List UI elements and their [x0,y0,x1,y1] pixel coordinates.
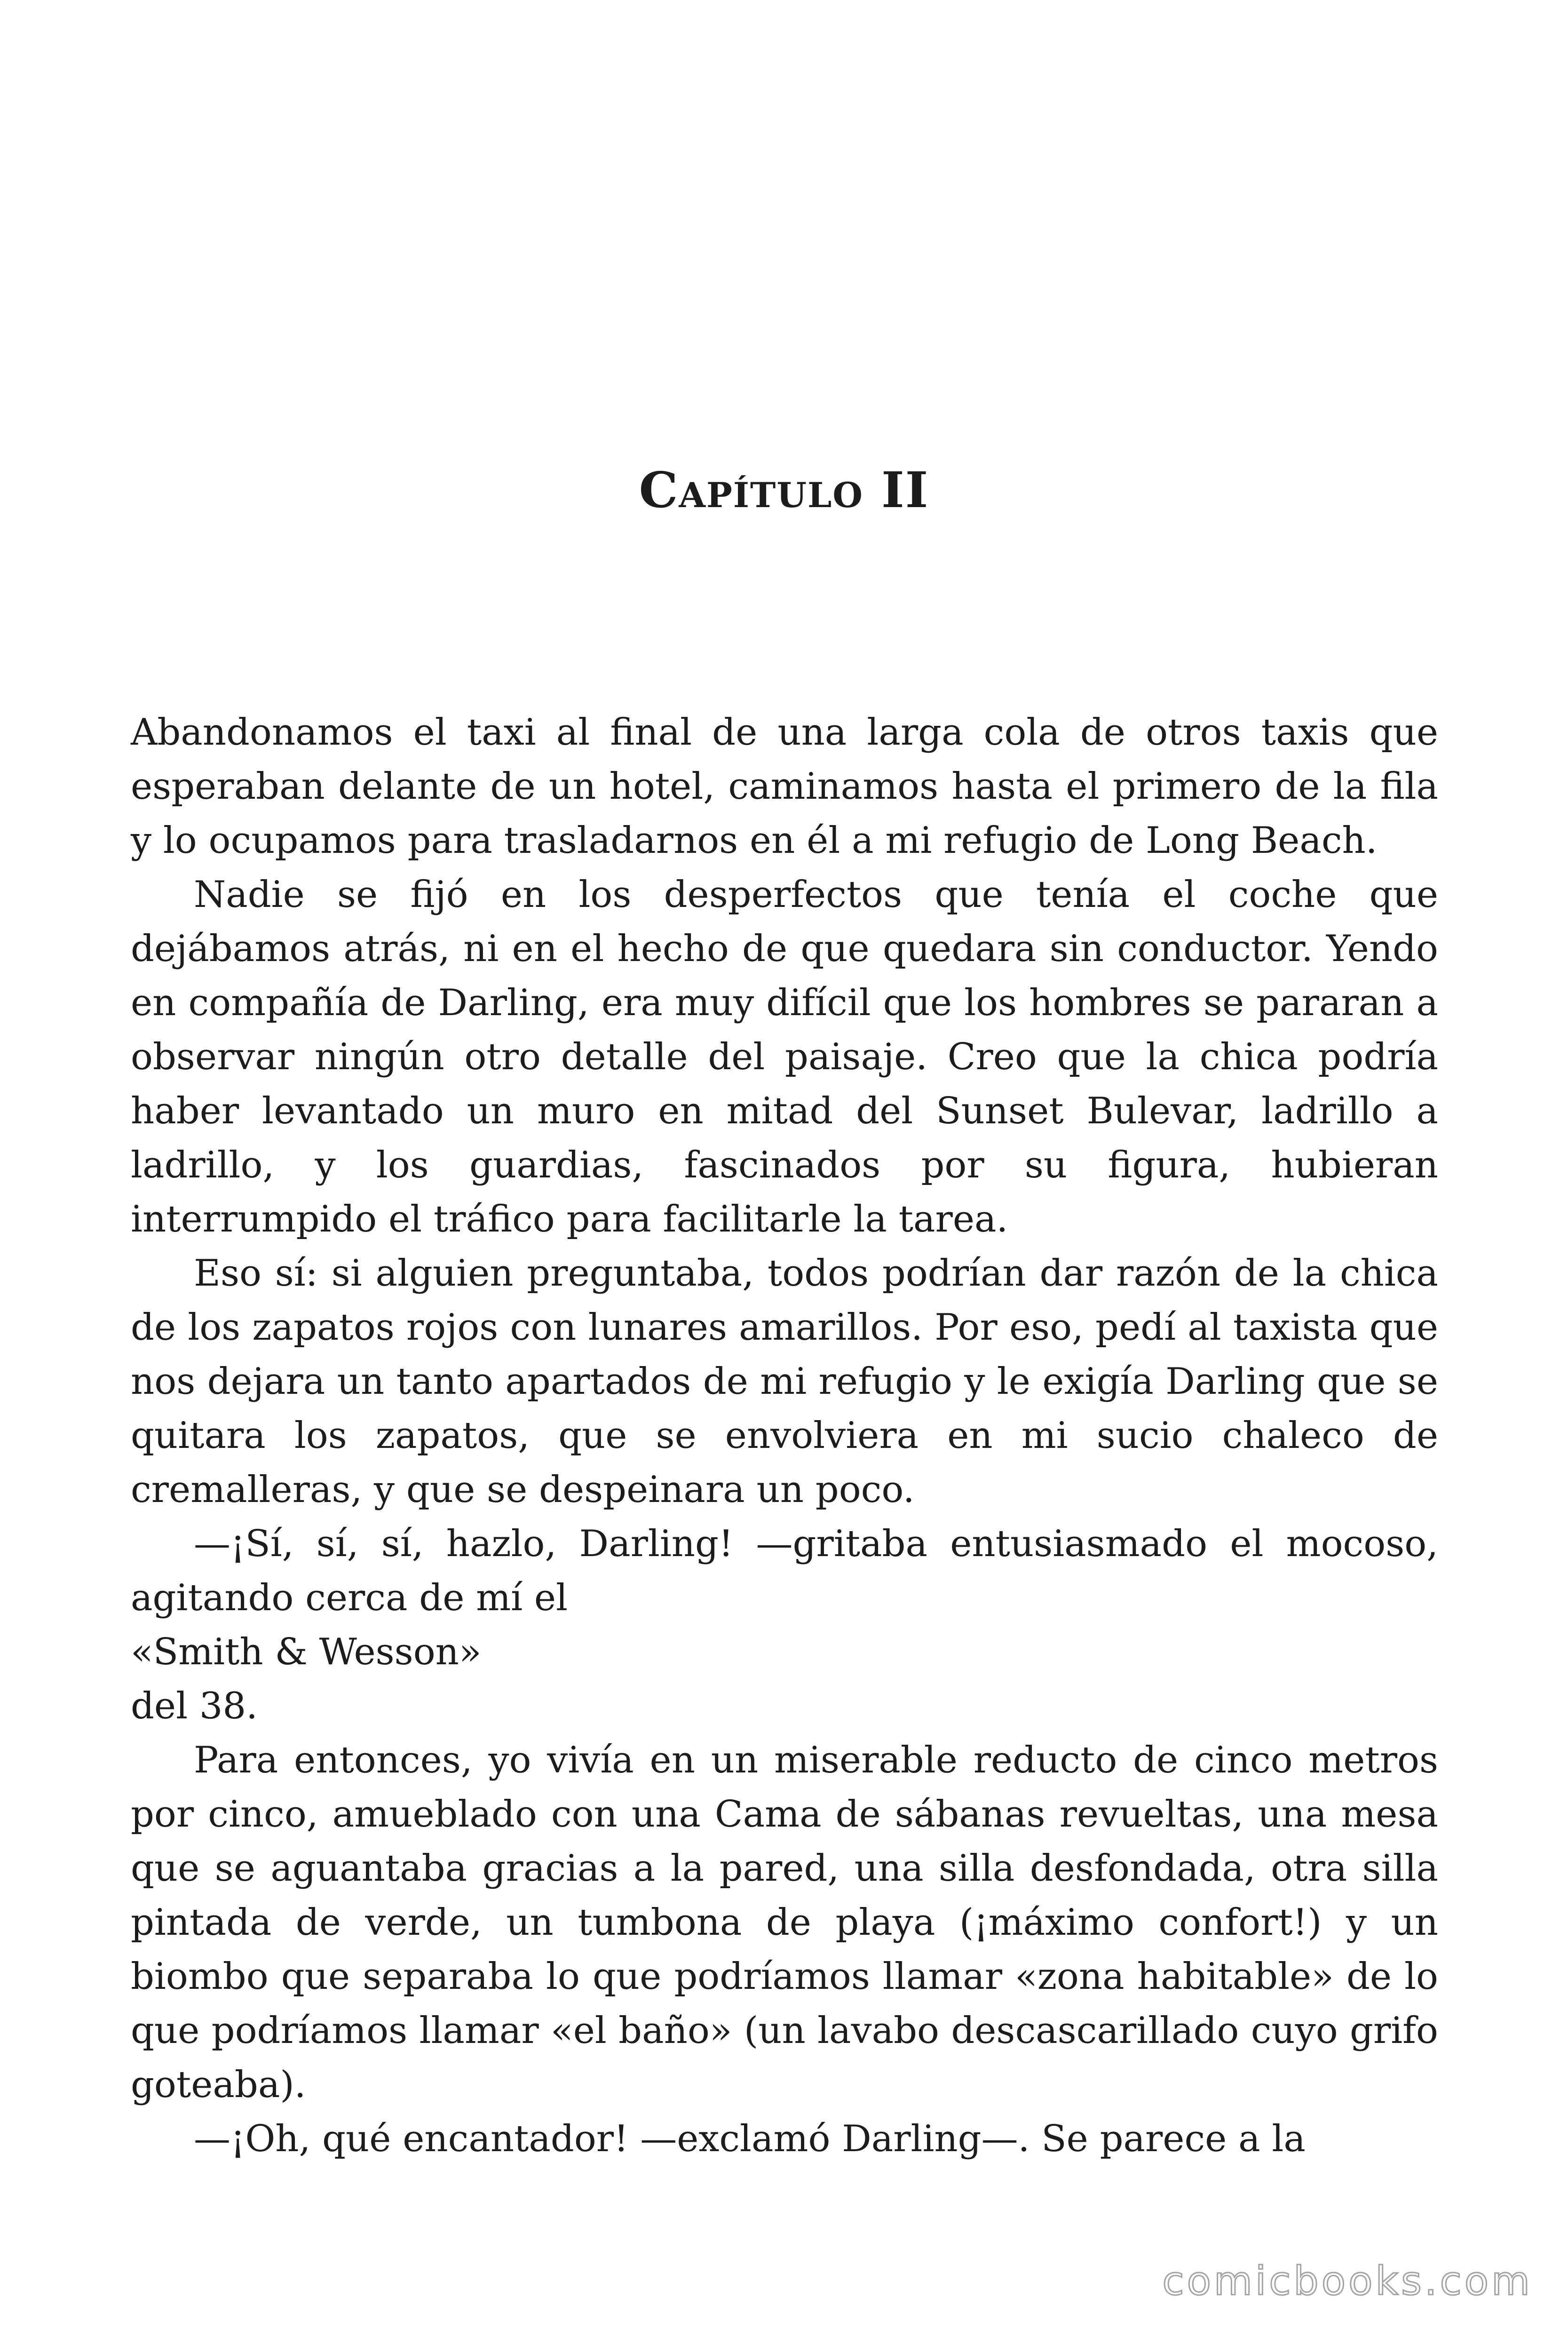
chapter-title-rest: apítulo II [679,461,929,519]
paragraph-2: Nadie se fijó en los desperfectos que tenía el coche que dejábamos atrás, ni en el hecho de que quedara sin conductor. Yendo en compañía de Darling, era muy difícil que los hombres se pararan a observar ningún otro detalle del paisaje. Creo que la chica podría haber levantado un muro en mitad del Sunset Bulevar, ladrillo a ladrillo, y los guardias, fascinados por su figura, hubieran interrumpido el tráfico para facilitarle la tarea. [131,874,1438,1240]
paragraph-5: Para entonces, yo vivía en un miserable reducto de cinco metros por cinco, amueblado con una Cama de sábanas revueltas, una mesa que se aguantaba gracias a la pared, una silla desfondada, otra silla pintada de verde, un tumbona de playa (¡máximo confort!) y un biombo que separaba lo que podríamos llamar «zona habitable» de lo que podríamos llamar «el baño» (un lavabo descascarillado cuyo grifo goteaba). [131,1739,1438,2106]
paragraph-4: —¡Sí, sí, sí, hazlo, Darling! —gritaba entusiasmado el mocoso, agitando cerca de mí el [131,1523,1438,1619]
paragraph-4-line-2: «Smith & Wesson» [131,1631,482,1673]
chapter-title [0,461,1568,519]
paragraph-4-line-3: del 38. [131,1685,258,1727]
paragraph-6: —¡Oh, qué encantador! —exclamó Darling—. Se parece a la [194,2118,1306,2160]
paragraph-3: Eso sí: si alguien preguntaba, todos podrían dar razón de la chica de los zapatos rojos con lunares amarillos. Por eso, pedí al taxista que nos dejara un tanto apartados de mi refugio y le exigía Darling que se quitara los zapatos, que se envolviera en mi sucio chaleco de cremalleras, y que se despeinara un poco. [131,1252,1438,1511]
watermark-logo: comicbooks.com [1162,2258,1533,2304]
chapter-body [131,706,1438,2166]
chapter-title-initial: C [639,461,679,519]
paragraph-1: Abandonamos el taxi al final de una larga cola de otros taxis que esperaban delante de un hotel, caminamos hasta el primero de la fila y lo ocupamos para trasladarnos en él a mi refugio de Long Beach. [131,711,1438,862]
